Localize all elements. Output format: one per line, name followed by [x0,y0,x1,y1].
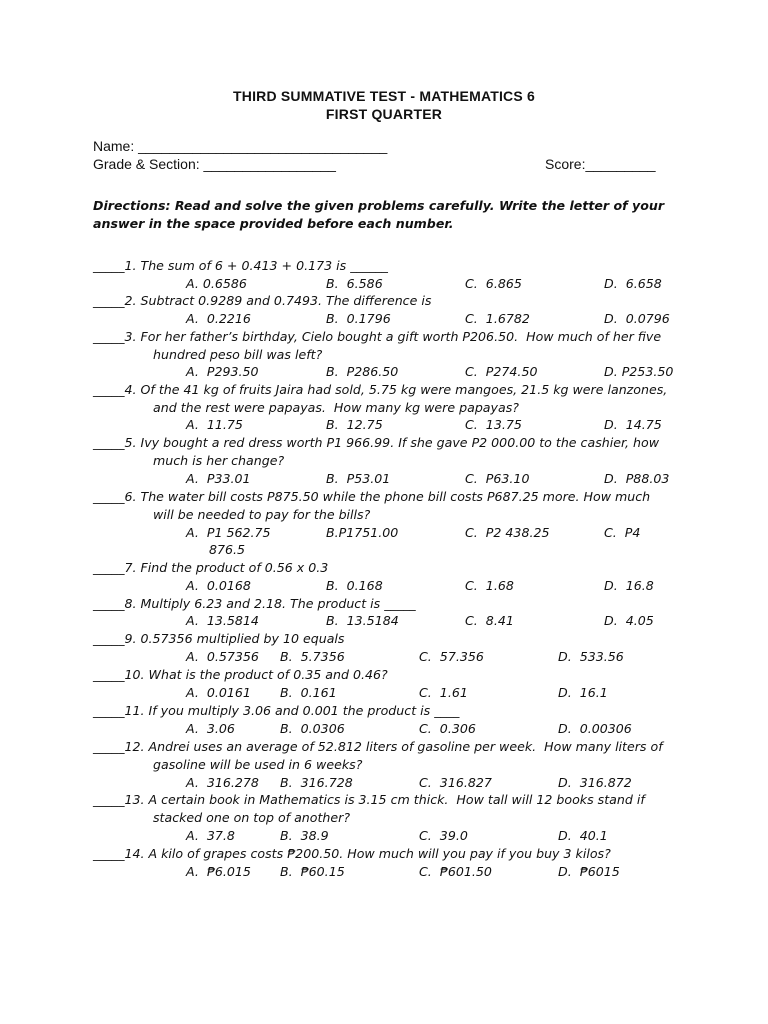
question-2-choice-b: B. 0.1796 [326,311,391,326]
question-13-choice-b: B. 38.9 [280,828,329,843]
question-7-choice-c: C. 1.68 [465,578,514,593]
question-13-line-1: _____13. A certain book in Mathematics is 3.15 cm thick. How tall will 12 books stand if [93,792,645,807]
question-14-choice-b: B. ₱60.15 [280,864,345,879]
question-3-line-1: _____3. For her father’s birthday, Cielo bought a gift worth P206.50. How much of her five [93,329,662,344]
directions-text: Directions: Read and solve the given problems carefully. Write the letter of your answer in the space provided before each number. [93,198,665,231]
question-12-choice-b: B. 316.728 [280,775,353,790]
question-3-choice-c: C. P274.50 [465,364,538,379]
question-9-line-1: _____9. 0.57356 multiplied by 10 equals [93,631,345,646]
question-10-choice-c: C. 1.61 [419,685,468,700]
question-5-choice-a: A. P33.01 [186,471,251,486]
question-10-choice-d: D. 16.1 [558,685,608,700]
question-6-choice-c: C. P2 438.25 [465,525,550,540]
question-12-line-1: _____12. Andrei uses an average of 52.812 liters of gasoline per week. How many liters of [93,739,663,754]
question-13-choice-a: A. 37.8 [186,828,235,843]
question-5-choice-b: B. P53.01 [326,471,391,486]
question-10-choice-b: B. 0.161 [280,685,337,700]
question-12-choice-c: C. 316.827 [419,775,492,790]
question-6-line-2: will be needed to pay for the bills? [153,507,371,522]
question-10-choice-a: A. 0.0161 [186,685,251,700]
question-4-choice-c: C. 13.75 [465,417,522,432]
test-title: THIRD SUMMATIVE TEST - MATHEMATICS 6 [233,88,535,104]
question-7-line-1: _____7. Find the product of 0.56 x 0.3 [93,560,329,575]
question-8-choice-d: D. 4.05 [604,613,654,628]
name-field: Name: ________________________________ [93,138,388,154]
question-6-choice-b: B.P1751.00 [326,525,399,540]
question-8-line-1: _____8. Multiply 6.23 and 2.18. The product is _____ [93,596,416,611]
question-3-choice-b: B. P286.50 [326,364,399,379]
question-7-choice-b: B. 0.168 [326,578,383,593]
score-field: Score:_________ [545,156,656,172]
question-13-choice-c: C. 39.0 [419,828,468,843]
question-2-line-1: _____2. Subtract 0.9289 and 0.7493. The difference is [93,293,432,308]
question-14-choice-a: A. ₱6.015 [186,864,251,879]
question-1-choice-d: D. 6.658 [604,276,662,291]
question-14-choice-d: D. ₱6015 [558,864,620,879]
question-7-choice-d: D. 16.8 [604,578,654,593]
grade-section-field: Grade & Section: _________________ [93,156,336,172]
question-2-choice-d: D. 0.0796 [604,311,670,326]
question-10-line-1: _____10. What is the product of 0.35 and 0.46? [93,667,388,682]
question-9-choice-c: C. 57.356 [419,649,484,664]
question-1-choice-c: C. 6.865 [465,276,522,291]
question-5-choice-c: C. P63.10 [465,471,530,486]
question-3-line-2: hundred peso bill was left? [153,347,323,362]
question-2-choice-a: A. 0.2216 [186,311,251,326]
question-3-choice-a: A. P293.50 [186,364,259,379]
question-12-line-2: gasoline will be used in 6 weeks? [153,757,363,772]
question-5-choice-d: D. P88.03 [604,471,670,486]
question-12-choice-a: A. 316.278 [186,775,259,790]
question-11-choice-d: D. 0.00306 [558,721,632,736]
question-14-choice-c: C. ₱601.50 [419,864,492,879]
question-4-line-1: _____4. Of the 41 kg of fruits Jaira had sold, 5.75 kg were mangoes, 21.5 kg were lanzones, [93,382,668,397]
question-6-line-1: _____6. The water bill costs P875.50 while the phone bill costs P687.25 more. How much [93,489,651,504]
question-6-choice-a: A. P1 562.75 [186,525,271,540]
question-8-choice-c: C. 8.41 [465,613,514,628]
question-9-choice-a: A. 0.57356 [186,649,259,664]
question-5-line-2: much is her change? [153,453,285,468]
question-4-choice-b: B. 12.75 [326,417,383,432]
question-13-line-2: stacked one on top of another? [153,810,351,825]
question-1-line-1: _____1. The sum of 6 + 0.413 + 0.173 is ______ [93,258,388,273]
question-2-choice-c: C. 1.6782 [465,311,530,326]
question-11-choice-c: C. 0.306 [419,721,476,736]
question-9-choice-b: B. 5.7356 [280,649,345,664]
question-6-choice-d: C. P4 [604,525,641,540]
question-1-choice-b: B. 6.586 [326,276,383,291]
question-11-choice-a: A. 3.06 [186,721,235,736]
question-4-line-2: and the rest were papayas. How many kg were papayas? [153,400,519,415]
question-1-choice-a: A. 0.6586 [186,276,247,291]
question-8-choice-b: B. 13.5184 [326,613,399,628]
question-11-line-1: _____11. If you multiply 3.06 and 0.001 the product is ____ [93,703,460,718]
question-11-choice-b: B. 0.0306 [280,721,345,736]
question-14-line-1: _____14. A kilo of grapes costs ₱200.50. How much will you pay if you buy 3 kilos? [93,846,611,861]
question-3-choice-d: D. P253.50 [604,364,674,379]
question-12-choice-d: D. 316.872 [558,775,632,790]
question-7-choice-a: A. 0.0168 [186,578,251,593]
question-9-choice-d: D. 533.56 [558,649,624,664]
question-13-choice-d: D. 40.1 [558,828,608,843]
question-8-choice-a: A. 13.5814 [186,613,259,628]
question-5-line-1: _____5. Ivy bought a red dress worth P1 966.99. If she gave P2 000.00 to the cashier, how [93,435,660,450]
test-subtitle: FIRST QUARTER [325,106,443,122]
question-6-choice-a-wrap: 876.5 [209,542,246,557]
question-4-choice-d: D. 14.75 [604,417,662,432]
question-4-choice-a: A. 11.75 [186,417,243,432]
